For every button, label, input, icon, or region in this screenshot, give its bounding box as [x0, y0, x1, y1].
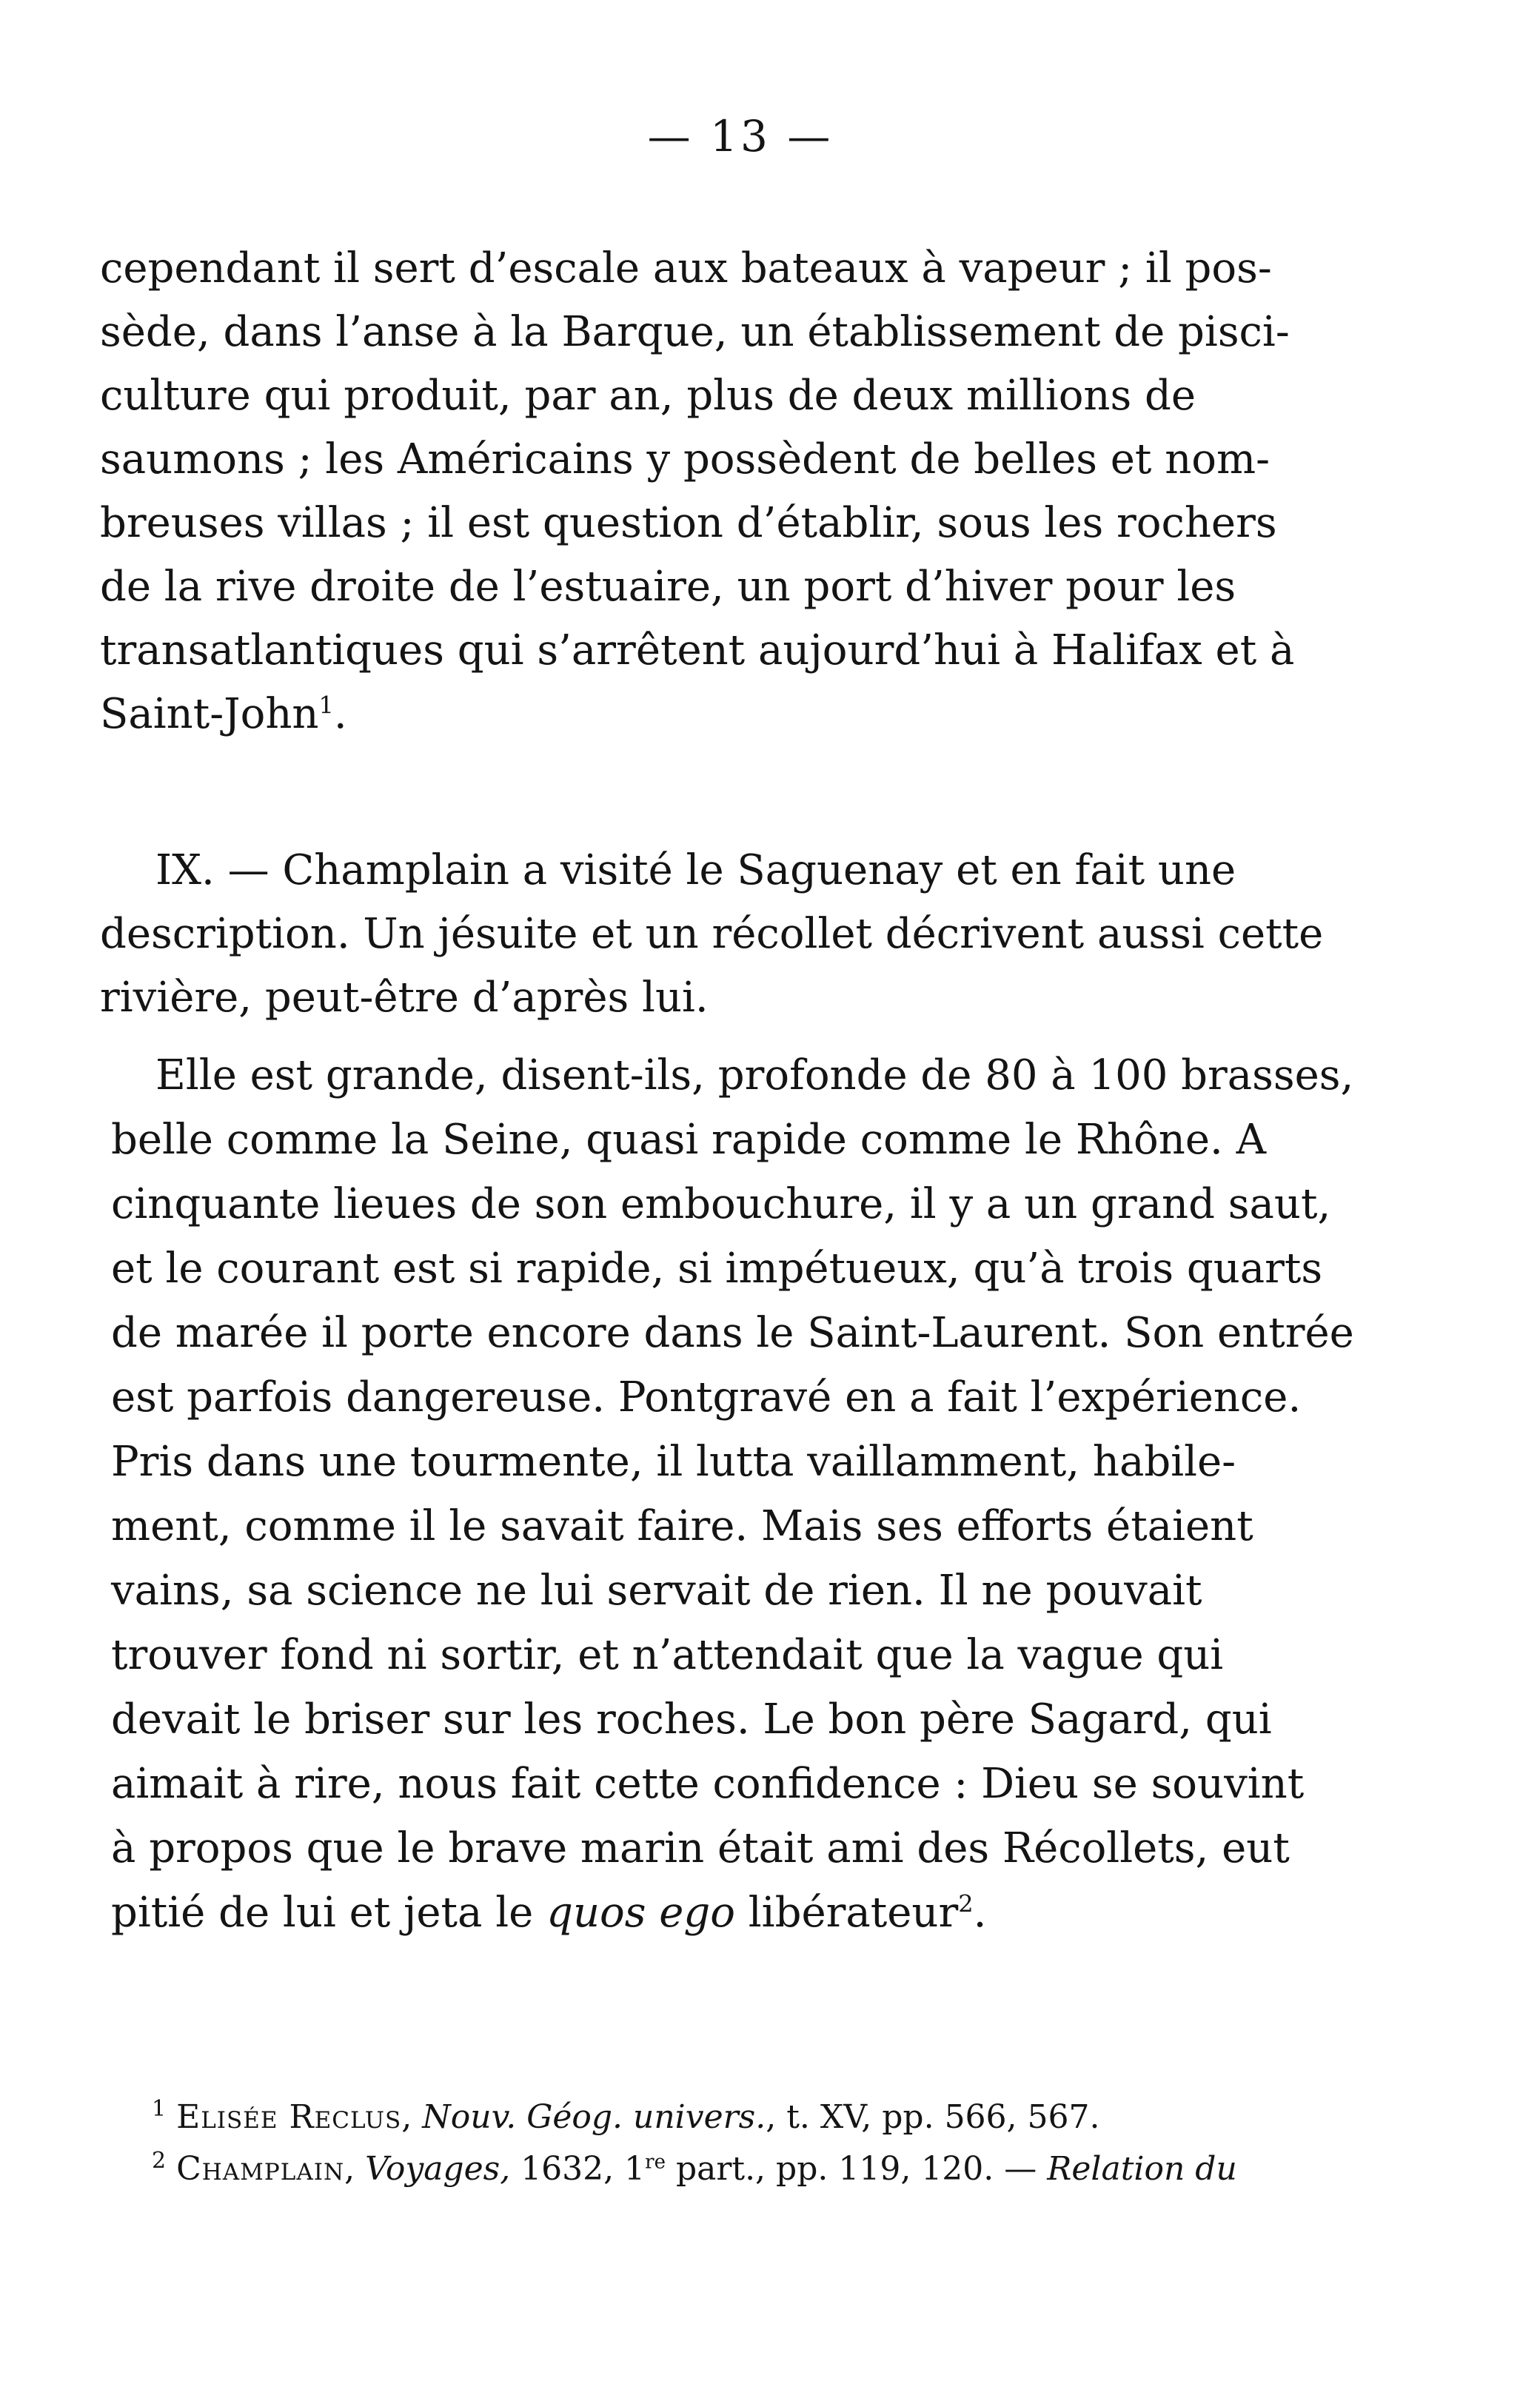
- footnote-citation: 1632, 1: [510, 2150, 646, 2188]
- footnote-work-title: Voyages,: [365, 2150, 511, 2188]
- footnote-number: 1: [152, 2096, 167, 2123]
- text-line: et le courant est si rapide, si impétueux, qu’à trois quarts: [111, 1245, 1323, 1293]
- text-line: transatlantiques qui s’arrêtent aujourd’hui à Halifax et à: [100, 626, 1295, 674]
- text-line: Pris dans une tourmente, il lutta vaillamment, habile-: [111, 1438, 1236, 1486]
- text-line: rivière, peut-être d’après lui.: [100, 974, 709, 1022]
- text-line: ment, comme il le savait faire. Mais ses efforts étaient: [111, 1502, 1253, 1550]
- text-line: de marée il porte encore dans le Saint-Laurent. Son entrée: [111, 1309, 1354, 1357]
- footnote-1: [152, 2096, 1100, 2136]
- text-line: breuses villas ; il est question d’établir, sous les rochers: [100, 499, 1277, 547]
- section-heading-line: IX. — Champlain a visité le Saguenay et en fait une: [155, 846, 1236, 894]
- text-fragment: .: [333, 690, 347, 738]
- footnote-author: Champlain: [176, 2150, 345, 2188]
- text-line: sède, dans l’anse à la Barque, un établissement de pisci-: [100, 308, 1290, 356]
- footnote-work-title: Nouv. Géog. univers.: [422, 2098, 766, 2136]
- text-line: belle comme la Seine, quasi rapide comme le Rhône. A: [111, 1116, 1267, 1164]
- text-line: cependant il sert d’escale aux bateaux à vapeur ; il pos-: [100, 244, 1272, 292]
- footnote-2: [152, 2148, 1237, 2188]
- text-line: description. Un jésuite et un récollet décrivent aussi cette: [100, 910, 1324, 958]
- text-line: devait le briser sur les roches. Le bon père Sagard, qui: [111, 1695, 1272, 1744]
- text-line: saumons ; les Américains y possèdent de belles et nom-: [100, 435, 1270, 483]
- footnote-number: 2: [152, 2148, 167, 2174]
- text-line: de la rive droite de l’estuaire, un port d’hiver pour les: [100, 563, 1236, 611]
- text-line: [100, 690, 347, 738]
- footnote-ref-1: 1: [318, 691, 334, 720]
- page-number: — 13 —: [647, 111, 834, 161]
- text-line: culture qui produit, par an, plus de deux millions de: [100, 372, 1196, 420]
- text-fragment: pitié de lui et jeta le: [111, 1889, 547, 1937]
- footnote-ref-2: 2: [958, 1889, 974, 1918]
- footnote-separator: ,: [344, 2150, 366, 2188]
- text-line: aimait à rire, nous fait cette confidence : Dieu se souvint: [111, 1760, 1305, 1808]
- text-line: trouver fond ni sortir, et n’attendait que la vague qui: [111, 1631, 1224, 1679]
- text-line: à propos que le brave marin était ami des Récollets, eut: [111, 1824, 1290, 1872]
- text-fragment: Saint-John: [100, 690, 319, 738]
- text-fragment: .: [973, 1889, 987, 1937]
- text-line: [111, 1889, 987, 1937]
- footnote-work-title: Relation du: [1047, 2150, 1237, 2188]
- footnote-ordinal: re: [645, 2151, 666, 2174]
- footnote-author: Elisée Reclus: [176, 2098, 402, 2136]
- italic-phrase: quos ego: [546, 1889, 735, 1937]
- footnote-separator: ,: [401, 2098, 423, 2136]
- text-line: cinquante lieues de son embouchure, il y a un grand saut,: [111, 1180, 1331, 1228]
- text-line: vains, sa science ne lui servait de rien. Il ne pouvait: [111, 1567, 1202, 1615]
- text-line: est parfois dangereuse. Pontgravé en a fait l’expérience.: [111, 1373, 1302, 1422]
- text-fragment: libérateur: [734, 1889, 959, 1937]
- text-line: Elle est grande, disent-ils, profonde de 80 à 100 brasses,: [155, 1051, 1354, 1099]
- footnote-citation: , t. XV, pp. 566, 567.: [766, 2098, 1100, 2136]
- footnote-citation: part., pp. 119, 120. —: [665, 2150, 1048, 2188]
